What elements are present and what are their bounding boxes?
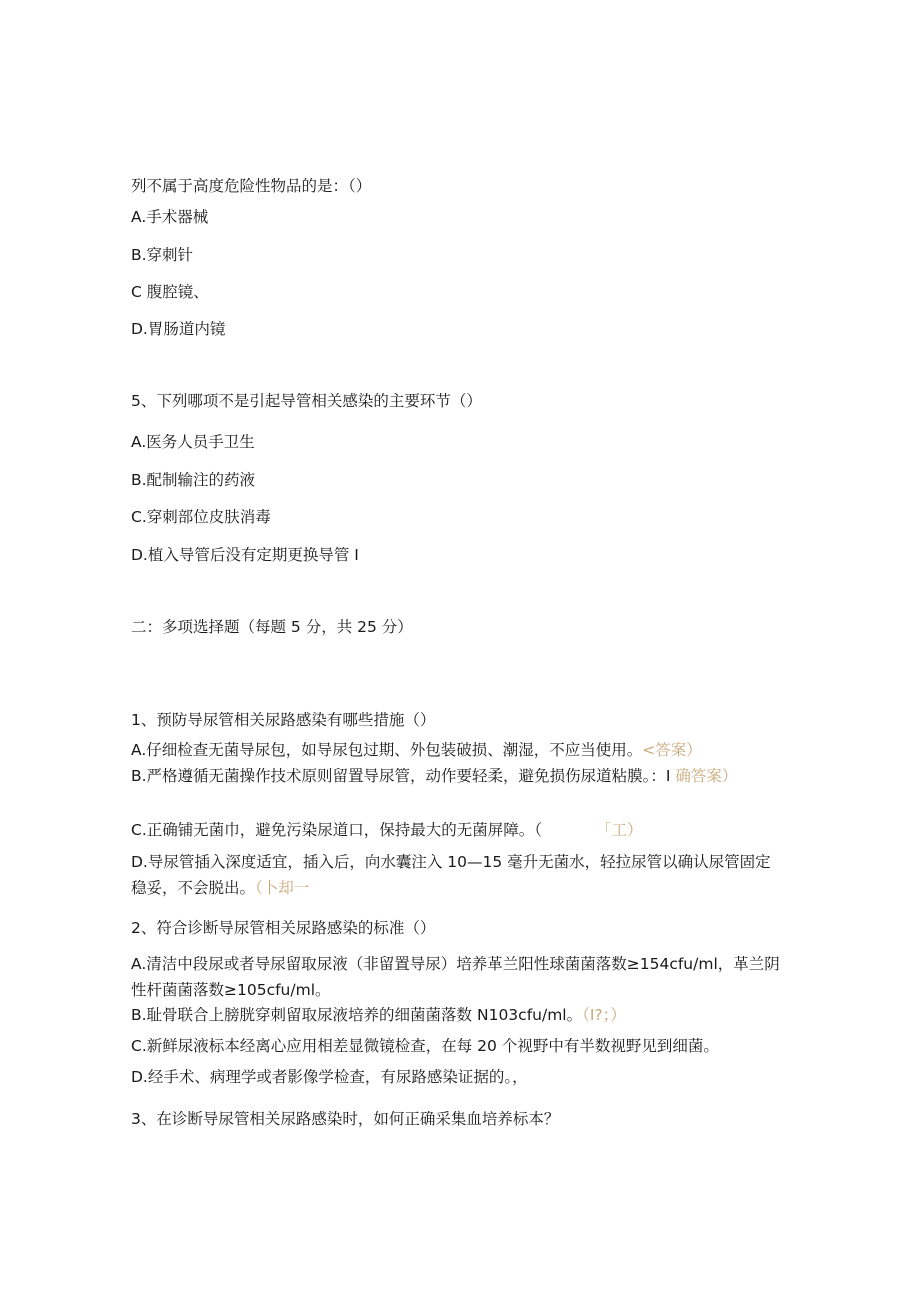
mc-1-stem: 1、预防导尿管相关尿路感染有哪些措施（） — [131, 711, 436, 729]
question-5-option-c: C.穿刺部位皮肤消毒 — [131, 508, 271, 526]
question-4-option-c: C 腹腔镜、 — [131, 283, 209, 301]
mc-1-option-c — [131, 820, 643, 840]
mc-2-option-d — [131, 1067, 528, 1087]
mc-1-option-a — [131, 740, 702, 760]
mc-2-option-b — [131, 1005, 626, 1025]
option-text: A.清洁中段尿或者导尿留取尿液（非留置导尿）培养革兰阳性球菌菌落数≥154cfu∕ml，革兰阴性杆菌菌落数≥105cfu∕ml。 — [131, 955, 780, 999]
mc-2-option-a — [131, 951, 781, 1003]
option-text: A.仔细检查无菌导尿包，如导尿包过期、外包装破损、潮湿，不应当使用。 — [131, 741, 643, 759]
option-text: C.新鲜尿液标本经离心应用相差显微镜检查，在每 20 个视野中有半数视野见到细菌。 — [131, 1037, 719, 1055]
mc-3-stem: 3、在诊断导尿管相关尿路感染时，如何正确采集血培养标本？ — [131, 1110, 560, 1128]
answer-note: （卜却一 — [255, 879, 310, 897]
mc-2-option-c — [131, 1036, 719, 1056]
option-text: B.耻骨联合上膀胱穿刺留取尿液培养的细菌菌落数 N103cfu∕ml。 — [131, 1006, 583, 1024]
question-5-stem: 5、下列哪项不是引起导管相关感染的主要环节（） — [131, 392, 482, 410]
question-4-option-d: D.胃肠道内镜 — [131, 320, 226, 338]
option-text: B.严格遵循无菌操作技术原则留置导尿管，动作要轻柔，避免损伤尿道粘膜。：I — [131, 767, 676, 785]
question-4-option-b: B.穿刺针 — [131, 246, 194, 264]
question-5-option-d: D.植入导管后没有定期更换导管 I — [131, 546, 359, 564]
mc-1-option-d — [131, 849, 781, 901]
option-text: D.导尿管插入深度适宜，插入后，向水囊注入 10—15 毫升无菌水，轻拉尿管以确认尿管固定稳妥，不会脱出。 — [131, 853, 771, 897]
question-5-option-a: A.医务人员手卫生 — [131, 433, 255, 451]
mc-2-stem: 2、符合诊断导尿管相关尿路感染的标准（） — [131, 919, 436, 937]
answer-note: <答案） — [642, 741, 702, 759]
question-4-stem: 列不属于高度危险性物品的是：（） — [131, 177, 372, 195]
answer-note: 确答案） — [675, 767, 738, 785]
mc-1-option-b — [131, 763, 781, 789]
section-heading: 二：多项选择题（每题 5 分，共 25 分） — [131, 618, 413, 636]
option-text: D.经手术、病理学或者影像学检查，有尿路感染证据的。， — [131, 1068, 528, 1086]
answer-note: （I?；） — [582, 1006, 626, 1024]
question-4-option-a: A.手术器械 — [131, 208, 209, 226]
option-text: C.正确铺无菌巾，避免污染尿道口，保持最大的无菌屏障。（ — [131, 821, 543, 839]
answer-note: 「工） — [596, 821, 643, 839]
question-5-option-b: B.配制输注的药液 — [131, 471, 256, 489]
